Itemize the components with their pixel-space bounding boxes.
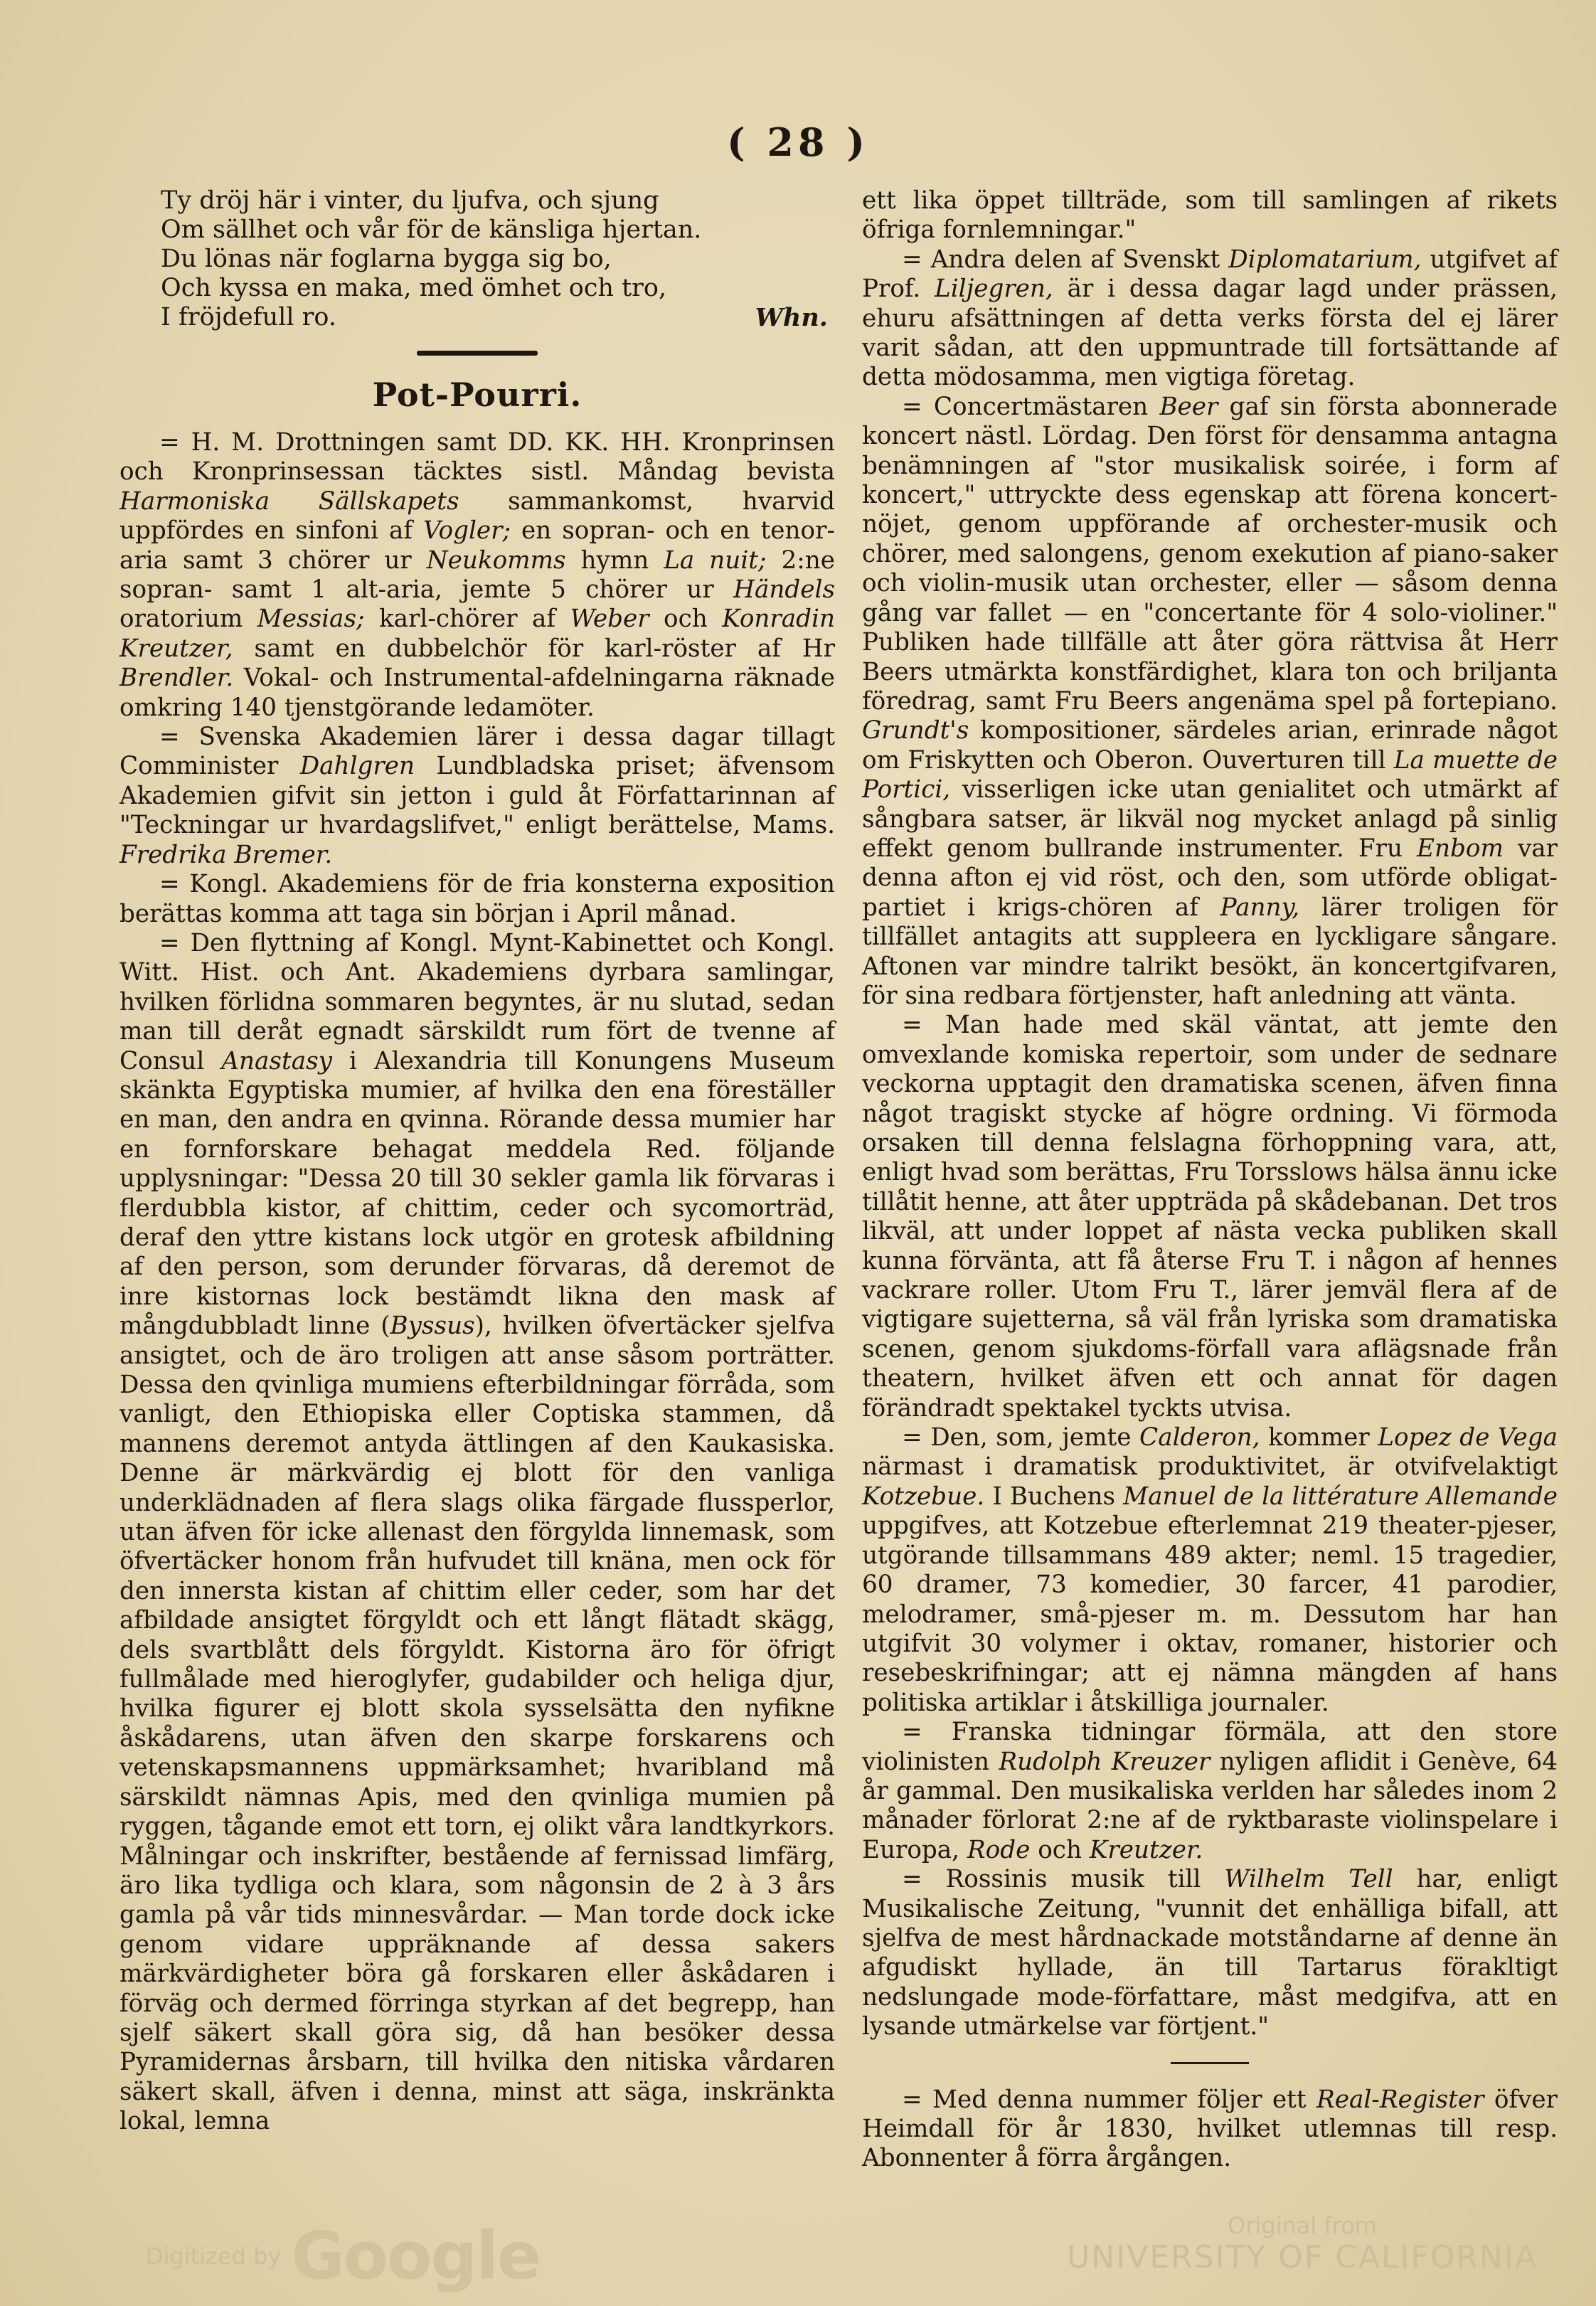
university-label: UNIVERSITY OF CALIFORNIA	[1067, 2239, 1538, 2275]
poem-line: Du lönas när foglarna bygga sig bo,	[161, 245, 612, 273]
right-article-body	[862, 186, 1558, 2042]
poem-line: Om sällhet och vår för de känsliga hjertan.	[161, 216, 702, 244]
article-paragraph: = Man hade med skäl väntat, att jemte den omvexlande komiska repertoir, som under de sednare veckorna upptagit den dramatiska scenen, äfven finna något tragiskt stycke af högre ordning. Vi förmoda orsaken till denna felslagna förhoppning vara, att, enligt hvad som berättas, Fru Torsslows hälsa ännu icke tillåtit henne, att åter uppträda på skådebanan. Det tros likväl, att under loppet af nästa vecka publiken skall kunna förvänta, att få återse Fru T. i någon af hennes vackrare roller. Utom Fru T., lärer jemväl flera af de vigtigare sujetterna, så väl från lyriska som dramatiska scenen, genom sjukdoms-förfall vara aflägsnade från theatern, hvilket äfven ett och annat för dagen förändradt spektakel tyckts utvisa.	[862, 1011, 1558, 1423]
left-column	[119, 186, 835, 2137]
digitized-by-watermark	[146, 2218, 540, 2294]
article-paragraph: = Andra delen af Svenskt Diplomatarium, utgifvet af Prof. Liljegren, är i dessa dagar lagd under prässen, ehuru afsättningen af detta verks första del ej lärer varit sådan, att den uppmuntrade till fortsättande af detta mödosamma, men vigtiga företag.	[862, 245, 1558, 392]
poem-line: I fröjdefull ro.	[161, 303, 336, 331]
article-paragraph: = Den flyttning af Kongl. Mynt-Kabinettet och Kongl. Witt. Hist. och Ant. Akademiens dyrbara samlingar, hvilken förlidna sommaren begyntes, är nu slutad, sedan man till deråt egnadt särskildt rum fört de tvenne af Consul Anastasy i Alexandria till Konungens Museum skänkta Egyptiska mumier, af hvilka den ena föreställer en man, den andra en qvinna. Rörande dessa mumier har en fornforskare behagat meddela Red. följande upplysningar: "Dessa 20 till 30 sekler gamla lik förvaras i flerdubbla kistor, af chittim, ceder och sycomorträd, deraf den yttre kistans lock utgör en grotesk afbildning af den person, som derunder förvaras, då deremot de inre kistornas lock bestämdt likna den mask af mångdubbladt linne (Byssus), hvilken öfvertäcker sjelfva ansigtet, och de äro troligen att anse såsom porträtter. Dessa den qvinliga mumiens efterbildningar förråda, som vanligt, den Ethiopiska eller Coptiska stammen, då mannens deremot antyda ättlingen af den Kaukasiska. Denne är märkvärdig ej blott för den vanliga underklädnaden af flera slags olika färgade flussperlor, utan äfven för icke allenast den förgylda linnemask, som öfvertäcker honom från hufvudet till knäna, men ock för den innersta kistan af chittim eller ceder, som har det afbildade ansigtet förgyldt och ett långt flätadt skägg, dels svartblått dels förgyldt. Kistorna äro för öfrigt fullmålade med hieroglyfer, gudabilder och heliga djur, hvilka figurer ej blott skola sysselsätta den nyfikne åskådarens, utan äfven den skarpe forskarens och vetenskapsmannens uppmärksamhet; hvaribland må särskildt nämnas Apis, med den qvinliga mumien på ryggen, tågande emot ett torn, ej olikt våra landtkyrkors. Målningar och inskrifter, bestående af fernissad limfärg, äro lika tydliga och klara, som någonsin de 2 à 3 års gamla på vår tids minnesvårdar. — Man torde dock icke genom vidare uppräknande af dessa sakers märkvärdigheter böra gå forskaren eller åskådaren i förväg och dermed förringa styrkan af det begrepp, han sjelf säkert skall göra sig, då han besöker dessa Pyramidernas årsbarn, till hvilka den nitiska vårdaren säkert skall, äfven i denna, minst att säga, inskränkta lokal, lemna	[119, 928, 835, 2136]
poem-signature: Whn.	[755, 303, 828, 332]
section-divider	[417, 351, 538, 356]
section-heading: Pot-Pourri.	[372, 376, 582, 414]
article-paragraph: = Kongl. Akademiens för de fria konsterna exposition berättas komma att taga sin början i April månad.	[119, 870, 835, 928]
article-paragraph: = Rossinis musik till Wilhelm Tell har, enligt Musikalische Zeitung, "vunnit det enhälliga bifall, att sjelfva de mest hårdnackade motståndarne af denne än afgudiskt hyllade, än till Tartarus förakltigt nedslungade mode-författare, måst medgifva, att en lysande utmärkelse var förtjent."	[862, 1865, 1558, 2041]
right-column	[862, 186, 1558, 2174]
digitized-by-label: Digitized by	[146, 2242, 282, 2270]
article-paragraph: = H. M. Drottningen samt DD. KK. HH. Kronprinsen och Kronprinsessan täcktes sistl. Måndag bevista Harmoniska Sällskapets sammankomst, hvarvid uppfördes en sinfoni af Vogler; en sopran- och en tenor-aria samt 3 chörer ur Neukomms hymn La nuit; 2:ne sopran- samt 1 alt-aria, jemte 5 chörer ur Händels oratorium Messias; karl-chörer af Weber och Konradin Kreutzer, samt en dubbelchör för karl-röster af Hr Brendler. Vokal- och Instrumental-afdelningarna räknade omkring 140 tjenstgörande ledamöter.	[119, 428, 835, 722]
poem-line: Och kyssa en maka, med ömhet och tro,	[161, 274, 667, 302]
left-article-body	[119, 428, 835, 2137]
article-paragraph: = Concertmästaren Beer gaf sin första abonnerade koncert nästl. Lördag. Den först för densamma antagna benämningen af "stor musikalisk soirée, i form af koncert," uttryckte dess egenskap att förena koncert-nöjet, genom uppförande af orchester-musik och chörer, med salongens, genom exekution af piano-saker och violin-musik utan orchester, eller — såsom denna gång var fallet — en "concertante för 4 solo-violiner." Publiken hade tillfälle att åter göra rättvisa åt Herr Beers utmärkta konstfärdighet, klara ton och briljanta föredrag, samt Fru Beers angenäma spel på fortepiano. Grundt's kompositioner, särdeles arian, erinrade något om Friskytten och Oberon. Ouverturen till La muette de Portici, visserligen icke utan genialitet och utmärkt af sångbara satser, är likväl nog mycket anlagd på sinlig effekt genom bullrande instrumenter. Fru Enbom var denna afton ej vid röst, och den, som utförde obligat-partiet i krigs-chören af Panny, lärer troligen för tillfället antagits att suppleera en lyckligare sångare. Aftonen var mindre talrikt besökt, än koncertgifvaren, för sina redbara förtjenster, haft anledning att vänta.	[862, 392, 1558, 1010]
poem-line: Ty dröj här i vinter, du ljufva, och sjung	[161, 186, 659, 215]
poem-stanza	[161, 186, 835, 332]
article-paragraph: ett lika öppet tillträde, som till samlingen af rikets öfriga fornlemningar."	[862, 186, 1558, 245]
page-number: ( 28 )	[727, 119, 869, 165]
original-from-label: Original from	[1228, 2212, 1377, 2239]
google-logo: Google	[291, 2218, 541, 2294]
closing-notice: = Med denna nummer följer ett Real-Register öfver Heimdall för år 1830, hvilket utlemnas till resp. Abonnenter å förra årgången.	[862, 2085, 1558, 2173]
article-paragraph: = Svenska Akademien lärer i dessa dagar tillagt Comminister Dahlgren Lundbladska priset; äfvensom Akademien gifvit sin jetton i guld åt Författarinnan af "Teckningar ur hvardagslifvet," enligt berättelse, Mams. Fredrika Bremer.	[119, 723, 835, 869]
article-paragraph: = Den, som, jemte Calderon, kommer Lopez de Vega närmast i dramatisk produktivitet, är otvifvelaktigt Kotzebue. I Buchens Manuel de la littérature Allemande uppgifves, att Kotzebue efterlemnat 219 theater-pjeser, utgörande tillsammans 489 akter; neml. 15 tragedier, 60 dramer, 73 komedier, 30 farcer, 41 parodier, melodramer, små-pjeser m. m. Dessutom har han utgifvit 30 volymer i oktav, romaner, historier och resebeskrifningar; att ej nämna mängden af hans politiska artiklar i åtskilliga journaler.	[862, 1423, 1558, 1717]
original-from-watermark	[1067, 2212, 1538, 2275]
closing-divider	[1171, 2062, 1249, 2064]
article-paragraph: = Franska tidningar förmäla, att den store violinisten Rudolph Kreuzer nyligen aflidit i Genève, 64 år gammal. Den musikaliska verlden har således inom 2 månader förlorat 2:ne af de ryktbaraste violinspelare i Europa, Rode och Kreutzer.	[862, 1718, 1558, 1864]
